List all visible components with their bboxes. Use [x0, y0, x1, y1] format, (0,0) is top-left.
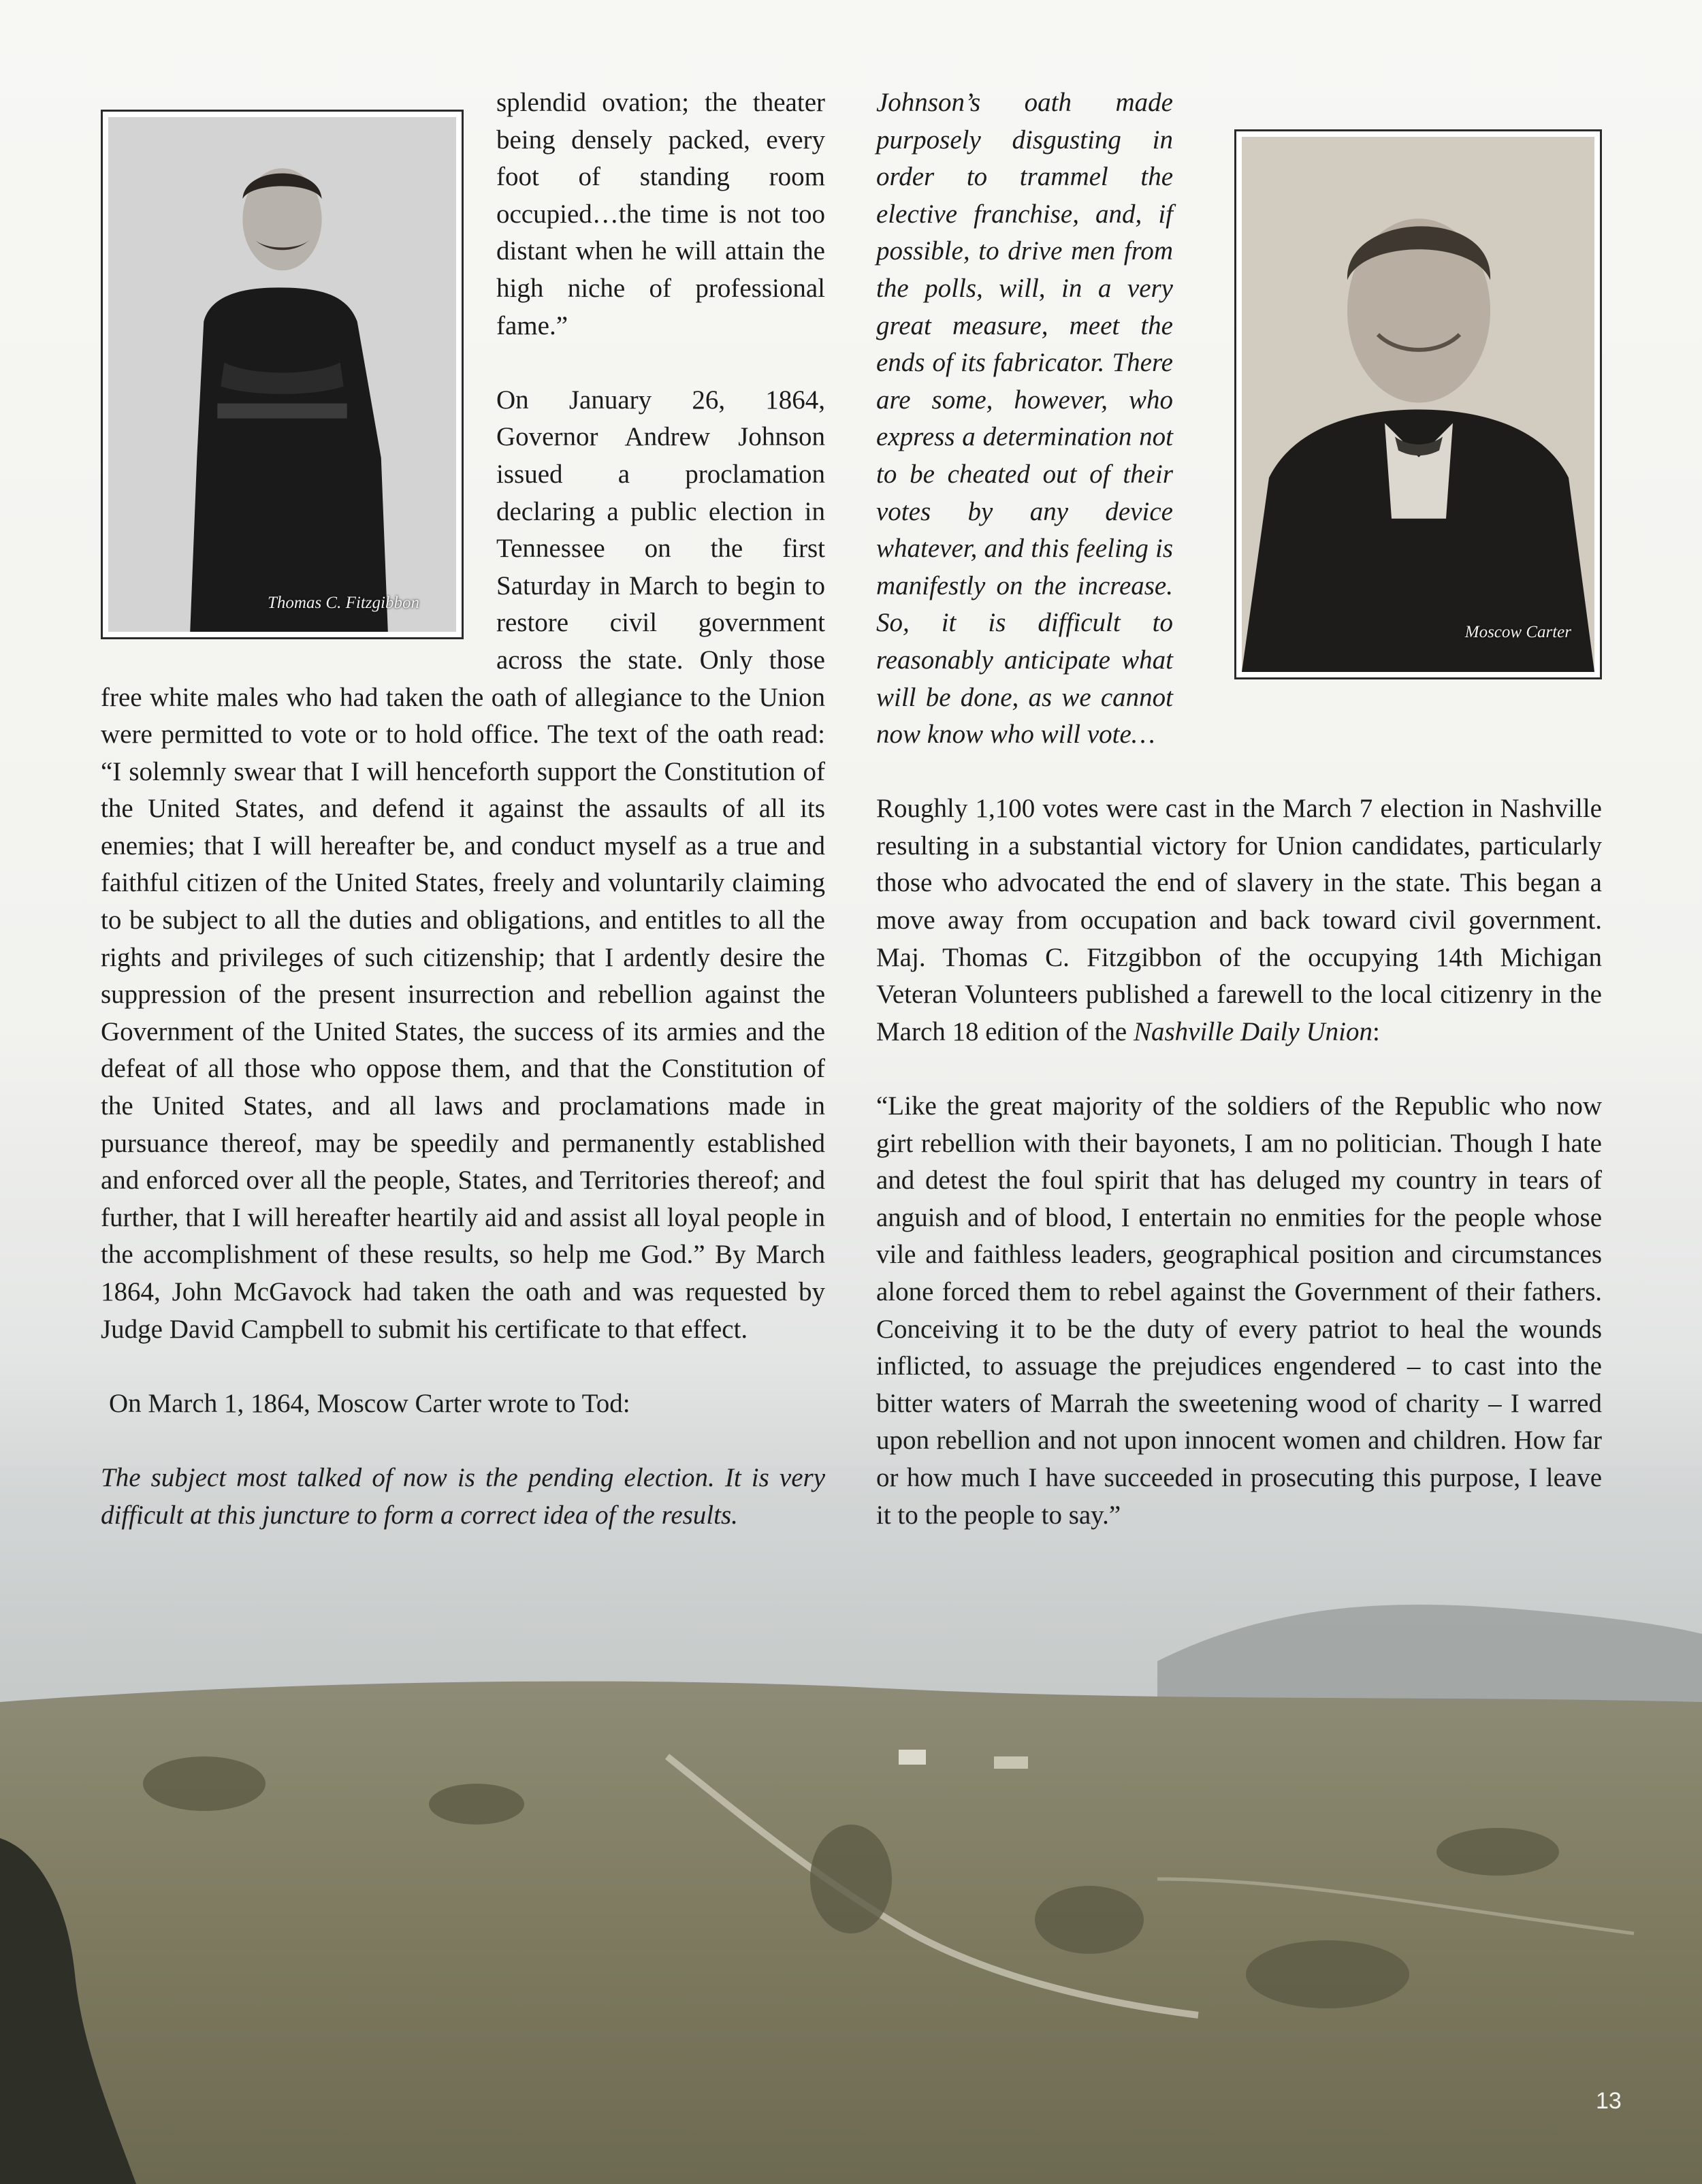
carter-caption: Moscow Carter — [1464, 623, 1571, 642]
right-column — [876, 84, 1602, 1534]
right-paragraph-2 — [876, 790, 1602, 1050]
left-paragraph-1: splendid ovation; the theater being densely packed, every foot of standing room occupied…the time is not too distant when he will attain the high niche of professional fame.” — [496, 88, 825, 340]
page-number: 13 — [1596, 2088, 1622, 2114]
left-paragraph-4: The subject most talked of now is the pending election. It is very difficult at this juncture to form a correct idea of the results. — [101, 1462, 825, 1530]
fitzgibbon-photo — [101, 110, 464, 639]
right-paragraph-2-end: : — [1372, 1016, 1380, 1046]
carter-portrait-image — [1242, 137, 1594, 672]
newspaper-title: Nashville Daily Union — [1133, 1016, 1372, 1046]
landscape-photo — [0, 1498, 1702, 2184]
left-column — [101, 84, 825, 1534]
right-paragraph-2-text: Roughly 1,100 votes were cast in the March 7 election in Nashville resulting in a substantial victory for Union candidates, particularly those who advocated the end of slavery in the state. This began a move away from occupation and back toward civil government. Maj. Thomas C. Fitzgibbon of the occupying 14th Michigan Veteran Volunteers published a farewell to the local citizenry in the March 18 edition of the — [876, 794, 1602, 1046]
fitzgibbon-caption: Thomas C. Fitzgibbon — [268, 594, 419, 613]
left-paragraph-2: On January 26, 1864, Governor Andrew Johnson issued a proclamation declaring a public election in Tennessee on the first Saturday in March to begin to restore civil government across the state. Only those free white males who had taken the oath of allegiance to the Union were permitted to vote or to hold office. The text of the oath read: “I solemnly swear that I will henceforth support the Constitution of the United States, and defend it against the assaults of all its enemies; that I will hereafter be, and conduct myself as a true and faithful citizen of the United States, freely and voluntarily claiming to be subject to all the duties and obligations, and entitles to all the rights and privileges of such citizenship; that I ardently desire the suppression of the present insurrection and rebellion against the Government of the United States, the success of its armies and the defeat of all those who oppose them, and that the Constitution of the United States, and all laws and proclamations made in pursuance thereof, may be speedily and permanently established and enforced over all the people, States, and Territories thereof; and further, that I will hereafter heartily aid and assist all loyal people in the accomplishment of these results, so help me God.” By March 1864, John McGavock had taken the oath and was requested by Judge David Campbell to submit his certificate to that effect. — [101, 385, 825, 1344]
fitzgibbon-portrait-image — [108, 117, 456, 632]
carter-photo — [1234, 129, 1602, 679]
left-paragraph-3: On March 1, 1864, Moscow Carter wrote to Tod: — [109, 1388, 630, 1418]
right-paragraph-1: Johnson’s oath made purposely disgusting in order to trammel the elective franchise, and, if possible, to drive men from the polls, will, in a very great measure, meet the ends of its fabricator. There are some, however, who express a determination not to be cheated out of their votes by any device whatever, and this feeling is manifestly on the increase. So, it is difficult to reasonably anticipate what will be done, as we cannot now know who will vote… — [876, 88, 1173, 750]
right-paragraph-3: “Like the great majority of the soldiers of the Republic who now girt rebellion with their bayonets, I am no politician. Though I hate and detest the foul spirit that has deluged my country in tears of anguish and of blood, I entertain no enmities for the people whose vile and faithless leaders, geographical position and circumstances alone forced them to rebel against the Government of their fathers. Conceiving it to be the duty of every patriot to heal the wounds inflicted, to assuage the prejudices engendered – to cast into the bitter waters of Marrah the sweetening wood of charity – I warred upon rebellion and not upon innocent women and children. How far or how much I have succeeded in prosecuting this purpose, I leave it to the people to say.” — [876, 1091, 1602, 1530]
